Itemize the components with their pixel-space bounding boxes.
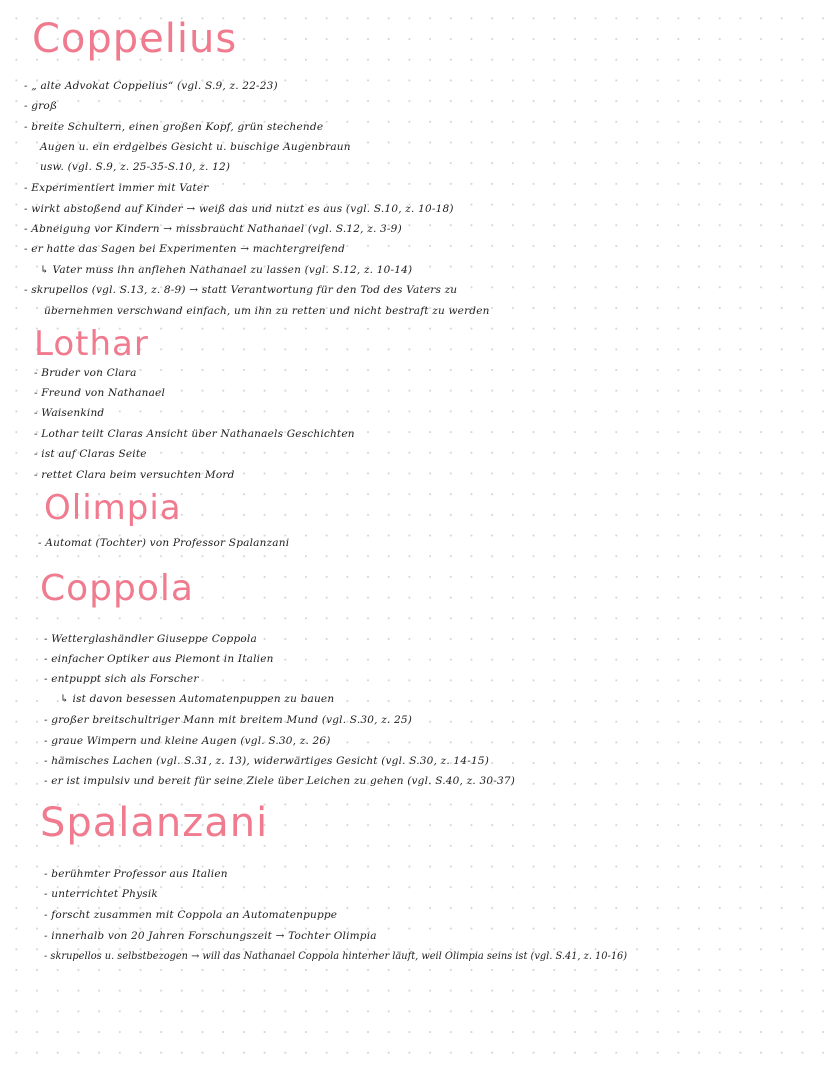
note-line: - Experimentiert immer mit Vater bbox=[24, 182, 209, 194]
note-line: - wirkt abstoßend auf Kinder → weiß das und nutzt es aus (vgl. S.10, z. 10-18) bbox=[24, 203, 454, 215]
note-line: - Freund von Nathanael bbox=[34, 387, 166, 399]
note-line: - er hatte das Sagen bei Experimenten → machtergreifend bbox=[24, 243, 346, 255]
note-line: übernehmen verschwand einfach, um ihn zu retten und nicht bestraft zu werden bbox=[44, 305, 490, 317]
note-line: - Waisenkind bbox=[34, 407, 105, 419]
heading-lothar: Lothar bbox=[34, 324, 149, 364]
note-line: - breite Schultern, einen großen Kopf, grün stechende bbox=[24, 121, 324, 133]
note-line: - groß bbox=[24, 100, 58, 112]
note-line: - skrupellos u. selbstbezogen → will das Nathanael Coppola hinterher läuft, weil Olimpia seins ist (vgl. S.41, z. 10-16) bbox=[44, 951, 628, 962]
note-line: - einfacher Optiker aus Piemont in Italien bbox=[44, 653, 274, 665]
note-line: - graue Wimpern und kleine Augen (vgl. S.30, z. 26) bbox=[44, 735, 331, 747]
note-line: - „ alte Advokat Coppelius“ (vgl. S.9, z. 22-23) bbox=[24, 80, 278, 92]
note-line: - ist auf Claras Seite bbox=[34, 448, 147, 460]
note-line: - unterrichtet Physik bbox=[44, 888, 158, 900]
note-line: - Bruder von Clara bbox=[34, 367, 137, 379]
note-line: - Automat (Tochter) von Professor Spalanzani bbox=[38, 537, 290, 549]
note-line: - entpuppt sich als Forscher bbox=[44, 673, 199, 685]
note-line: - berühmter Professor aus Italien bbox=[44, 868, 228, 880]
heading-coppola: Coppola bbox=[40, 568, 194, 609]
note-line: - forscht zusammen mit Coppola an Automatenpuppe bbox=[44, 909, 338, 921]
heading-olimpia: Olimpia bbox=[44, 488, 182, 528]
heading-coppelius: Coppelius bbox=[32, 16, 238, 62]
note-line: ↳ ist davon besessen Automatenpuppen zu bauen bbox=[60, 693, 335, 705]
note-line: - er ist impulsiv und bereit für seine Ziele über Leichen zu gehen (vgl. S.40, z. 30-37) bbox=[44, 775, 516, 787]
note-line: Augen u. ein erdgelbes Gesicht u. buschige Augenbraun bbox=[40, 141, 351, 153]
note-line: - innerhalb von 20 Jahren Forschungszeit → Tochter Olimpia bbox=[44, 930, 377, 942]
note-line: - großer breitschultriger Mann mit breitem Mund (vgl. S.30, z. 25) bbox=[44, 714, 413, 726]
note-line: - Lothar teilt Claras Ansicht über Nathanaels Geschichten bbox=[34, 428, 355, 440]
note-line: usw. (vgl. S.9, z. 25-35-S.10, z. 12) bbox=[40, 161, 231, 173]
note-line: - Abneigung vor Kindern → missbraucht Nathanael (vgl. S.12, z. 3-9) bbox=[24, 223, 402, 235]
note-line: - Wetterglashändler Giuseppe Coppola bbox=[44, 633, 257, 645]
note-line: - hämisches Lachen (vgl. S.31, z. 13), widerwärtiges Gesicht (vgl. S.30, z. 14-15) bbox=[44, 755, 490, 767]
heading-spalanzani: Spalanzani bbox=[40, 800, 269, 846]
note-line: - skrupellos (vgl. S.13, z. 8-9) → statt Verantwortung für den Tod des Vaters zu bbox=[24, 284, 458, 296]
note-line: ↳ Vater muss ihn anflehen Nathanael zu lassen (vgl. S.12, z. 10-14) bbox=[40, 264, 413, 276]
note-line: - rettet Clara beim versuchten Mord bbox=[34, 469, 235, 481]
